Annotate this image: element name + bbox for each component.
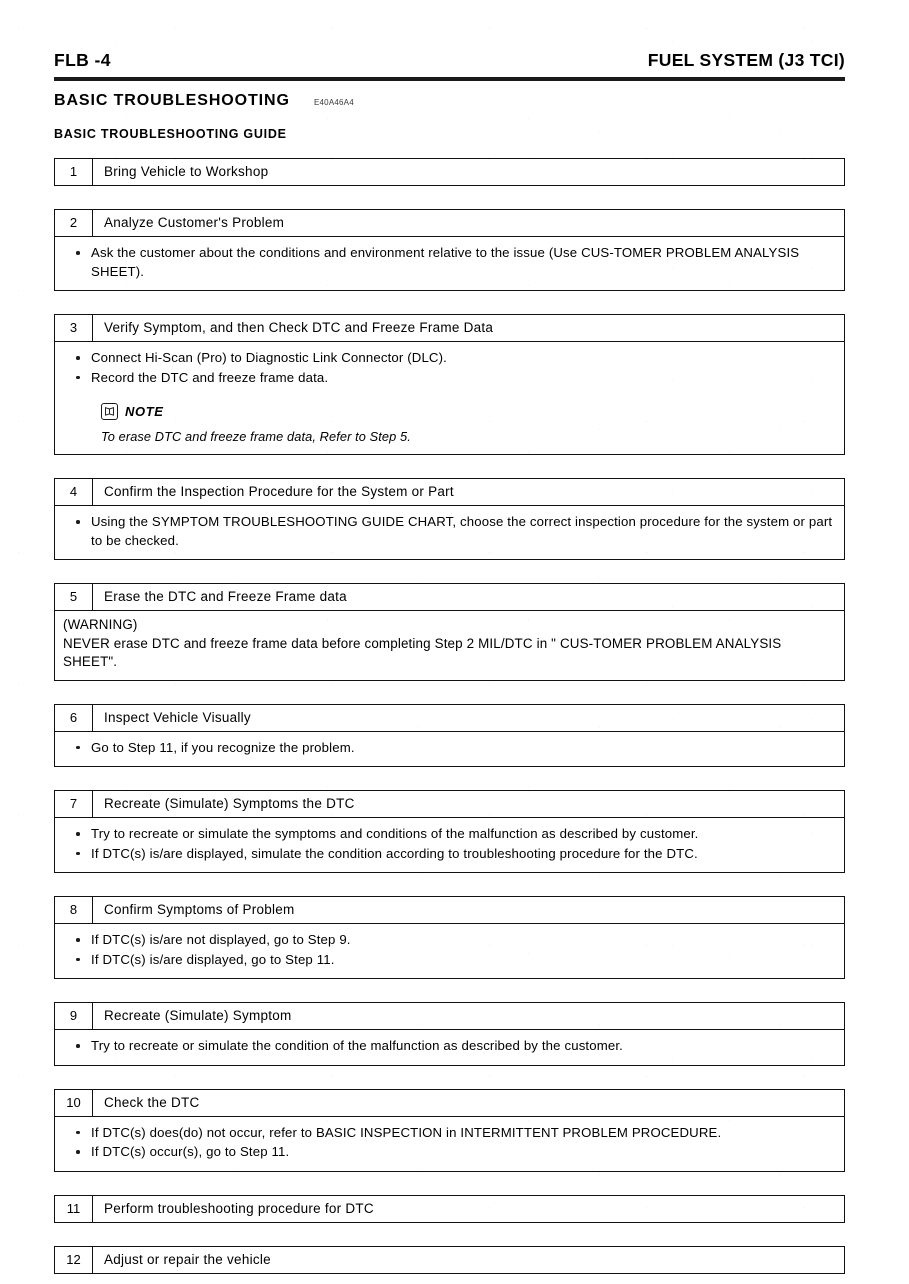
step-number: 1 bbox=[55, 159, 93, 185]
step-body bbox=[55, 1029, 844, 1065]
step-number: 8 bbox=[55, 897, 93, 923]
step-bullet-list bbox=[65, 1124, 834, 1162]
section-name: FUEL SYSTEM (J3 TCI) bbox=[647, 50, 845, 70]
step-title: Analyze Customer's Problem bbox=[104, 215, 285, 230]
step-body bbox=[55, 505, 844, 559]
step-title: Confirm Symptoms of Problem bbox=[104, 902, 295, 917]
step-number: 4 bbox=[55, 479, 93, 505]
step-number: 10 bbox=[55, 1090, 93, 1116]
step-number: 5 bbox=[55, 584, 93, 610]
subsection-title: BASIC TROUBLESHOOTING GUIDE bbox=[54, 127, 287, 141]
step-block bbox=[54, 478, 845, 560]
step-block bbox=[54, 704, 845, 768]
step-header-row bbox=[55, 791, 844, 817]
step-bullet: If DTC(s) does(do) not occur, refer to BASIC INSPECTION in INTERMITTENT PROBLEM PROCEDURE. bbox=[65, 1124, 834, 1143]
step-header-row bbox=[55, 705, 844, 731]
step-bullet-list bbox=[65, 244, 834, 281]
section-code: E40A46A4 bbox=[314, 98, 354, 107]
open-book-icon bbox=[101, 403, 118, 420]
step-body bbox=[55, 817, 844, 872]
step-header-row bbox=[55, 479, 844, 505]
step-header-row bbox=[55, 1090, 844, 1116]
page-number: FLB -4 bbox=[54, 50, 111, 70]
header-rule bbox=[54, 77, 845, 81]
step-body bbox=[55, 341, 844, 454]
step-header-row bbox=[55, 159, 844, 185]
step-body bbox=[55, 236, 844, 290]
page-title: BASIC TROUBLESHOOTING bbox=[54, 92, 290, 109]
step-body bbox=[55, 923, 844, 978]
step-title: Perform troubleshooting procedure for DTC bbox=[104, 1200, 374, 1216]
step-bullet: If DTC(s) is/are not displayed, go to Step 9. bbox=[65, 931, 834, 950]
step-header-row bbox=[55, 1003, 844, 1029]
step-bullet-list bbox=[65, 739, 834, 758]
step-number: 3 bbox=[55, 315, 93, 341]
step-bullet: If DTC(s) occur(s), go to Step 11. bbox=[65, 1143, 834, 1162]
step-number: 12 bbox=[55, 1247, 93, 1273]
step-title: Adjust or repair the vehicle bbox=[104, 1251, 271, 1267]
step-block bbox=[54, 314, 845, 455]
step-bullet: If DTC(s) is/are displayed, go to Step 11. bbox=[65, 951, 834, 970]
step-header-row bbox=[55, 1196, 844, 1222]
step-number: 6 bbox=[55, 705, 93, 731]
step-number: 11 bbox=[55, 1196, 93, 1222]
step-block bbox=[54, 1246, 845, 1274]
step-header-row bbox=[55, 897, 844, 923]
step-bullet-list bbox=[65, 825, 834, 863]
step-number: 9 bbox=[55, 1003, 93, 1029]
step-title: Bring Vehicle to Workshop bbox=[104, 164, 269, 179]
step-bullet: Ask the customer about the conditions and environment relative to the issue (Use CUS-TOMER PROBLEM ANALYSIS SHEET). bbox=[65, 244, 834, 281]
step-block bbox=[54, 209, 845, 291]
step-block bbox=[54, 1195, 845, 1223]
step-bullet: Record the DTC and freeze frame data. bbox=[65, 369, 834, 388]
step-header-row bbox=[55, 210, 844, 236]
step-bullet-list bbox=[65, 513, 834, 550]
running-header bbox=[54, 50, 845, 80]
step-number: 2 bbox=[55, 210, 93, 236]
step-body bbox=[55, 610, 844, 680]
step-number: 7 bbox=[55, 791, 93, 817]
step-title: Verify Symptom, and then Check DTC and Freeze Frame Data bbox=[104, 320, 494, 335]
troubleshooting-step-list bbox=[54, 158, 845, 1284]
step-header-row bbox=[55, 315, 844, 341]
note-block bbox=[101, 403, 834, 444]
step-bullet-list bbox=[65, 349, 834, 387]
step-block bbox=[54, 1089, 845, 1172]
step-bullet-list bbox=[65, 1037, 834, 1056]
step-bullet: If DTC(s) is/are displayed, simulate the condition according to troubleshooting procedure for the DTC. bbox=[65, 845, 834, 864]
step-body bbox=[55, 1116, 844, 1171]
note-label: NOTE bbox=[125, 404, 164, 419]
step-header-row bbox=[55, 1247, 844, 1273]
step-bullet: Try to recreate or simulate the condition of the malfunction as described by the customer. bbox=[65, 1037, 834, 1056]
step-body bbox=[55, 731, 844, 767]
step-title: Inspect Vehicle Visually bbox=[104, 709, 251, 725]
step-title: Recreate (Simulate) Symptoms the DTC bbox=[104, 796, 355, 811]
step-plain-line: (WARNING) bbox=[63, 617, 138, 632]
step-title: Check the DTC bbox=[104, 1094, 200, 1110]
step-plain-line: NEVER erase DTC and freeze frame data before completing Step 2 MIL/DTC in " CUS-TOMER PROBLEM ANALYSIS SHEET". bbox=[63, 635, 782, 669]
step-block bbox=[54, 158, 845, 186]
step-bullet: Try to recreate or simulate the symptoms and conditions of the malfunction as described by customer. bbox=[65, 825, 834, 844]
step-block bbox=[54, 583, 845, 681]
note-header bbox=[101, 403, 834, 420]
step-bullet-list bbox=[65, 931, 834, 969]
step-bullet: Connect Hi-Scan (Pro) to Diagnostic Link Connector (DLC). bbox=[65, 349, 834, 368]
step-block bbox=[54, 1002, 845, 1066]
step-title: Recreate (Simulate) Symptom bbox=[104, 1008, 292, 1023]
step-title: Erase the DTC and Freeze Frame data bbox=[104, 589, 347, 604]
note-text: To erase DTC and freeze frame data, Refer to Step 5. bbox=[101, 429, 411, 444]
step-header-row bbox=[55, 584, 844, 610]
step-block bbox=[54, 896, 845, 979]
step-bullet: Using the SYMPTOM TROUBLESHOOTING GUIDE CHART, choose the correct inspection procedure for the system or part to be checked. bbox=[65, 513, 834, 550]
step-block bbox=[54, 790, 845, 873]
step-title: Confirm the Inspection Procedure for the System or Part bbox=[104, 484, 454, 499]
step-bullet: Go to Step 11, if you recognize the problem. bbox=[65, 739, 834, 758]
